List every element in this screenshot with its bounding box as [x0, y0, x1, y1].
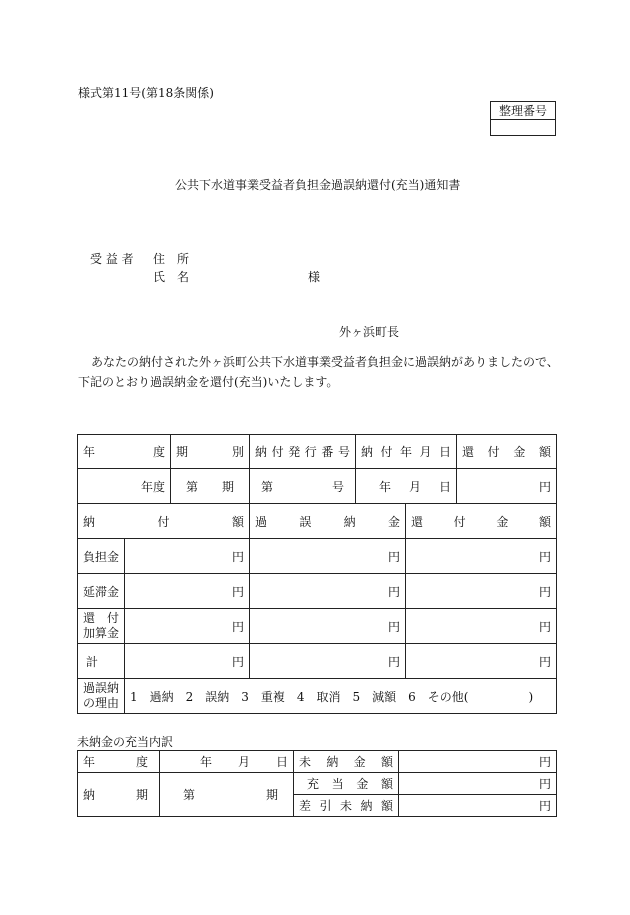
refund-addition-row: 還 付 加算金 円 円 円: [78, 609, 557, 644]
applied-amount-label: 充 当 金 額: [294, 773, 399, 795]
payment-date-cell: 年 月 日: [356, 469, 457, 504]
refund-header: 還 付 金 額: [406, 504, 557, 539]
year-cell: 年度: [78, 469, 171, 504]
refund-table: [77, 434, 557, 714]
refund-amount-header: 還 付 金 額: [457, 435, 557, 469]
name-label: 氏 名: [153, 270, 190, 284]
sub-period-label: 納 期: [78, 773, 160, 817]
burden-row: 負担金 円 円 円: [78, 539, 557, 574]
sub-year-label: 年 度: [78, 751, 160, 773]
row-label: 計: [78, 644, 125, 679]
form-number-label: 様式第11号(第18条関係): [78, 86, 214, 100]
body-text-line-2: 下記のとおり過誤納金を還付(充当)いたします。: [78, 375, 339, 389]
recipient-heading: 受 益 者: [90, 252, 134, 266]
year-period-row: [78, 469, 557, 504]
delinquency-row: 延滞金 円 円 円: [78, 574, 557, 609]
remaining-unpaid-label: 差 引 未 納 額: [294, 795, 399, 817]
payment-date-header: 納 付 年 月 日: [356, 435, 457, 469]
unpaid-allocation-table: [77, 750, 557, 817]
reason-options: 1 過納 2 誤納 3 重複 4 取消 5 減額 6 その他( ): [125, 679, 557, 714]
row-label: 還 付 加算金: [78, 609, 125, 644]
header-row: [78, 435, 557, 469]
address-label: 住 所: [153, 252, 190, 266]
reference-number-value: [491, 120, 556, 136]
refund-amount-cell: 円: [457, 469, 557, 504]
sub-date-cell: 年 月 日: [160, 751, 294, 773]
applied-amount-value: 円: [399, 773, 557, 795]
sub-heading: 未納金の充当内訳: [77, 735, 174, 749]
unpaid-amount-label: 未 納 金 額: [294, 751, 399, 773]
honorific: 様: [308, 270, 321, 284]
overpayment-header: 過 誤 納 金: [250, 504, 406, 539]
period-cell: 第 期: [171, 469, 250, 504]
reference-number-box: [490, 101, 556, 136]
document-title: 公共下水道事業受益者負担金過誤納還付(充当)通知書: [175, 178, 461, 192]
period-header: 期 別: [171, 435, 250, 469]
remaining-unpaid-value: 円: [399, 795, 557, 817]
notice-number-cell: 第 号: [250, 469, 356, 504]
issuer-name: 外ヶ浜町長: [339, 325, 400, 339]
row-label: 負担金: [78, 539, 125, 574]
year-header: 年 度: [78, 435, 171, 469]
reason-label: 過誤納 の理由: [78, 679, 125, 714]
sub-period-value: 第 期: [160, 773, 294, 817]
notice-number-header: 納 付 発 行 番 号: [250, 435, 356, 469]
paid-amount-header: 納 付 額: [78, 504, 250, 539]
row-label: 延滞金: [78, 574, 125, 609]
total-row: 計 円 円 円: [78, 644, 557, 679]
amount-header-row: [78, 504, 557, 539]
reason-row: [78, 679, 557, 714]
body-text-line-1: あなたの納付された外ヶ浜町公共下水道事業受益者負担金に過誤納がありましたので、: [91, 355, 559, 369]
unpaid-amount-value: 円: [399, 751, 557, 773]
reference-number-label: 整理番号: [491, 102, 556, 120]
